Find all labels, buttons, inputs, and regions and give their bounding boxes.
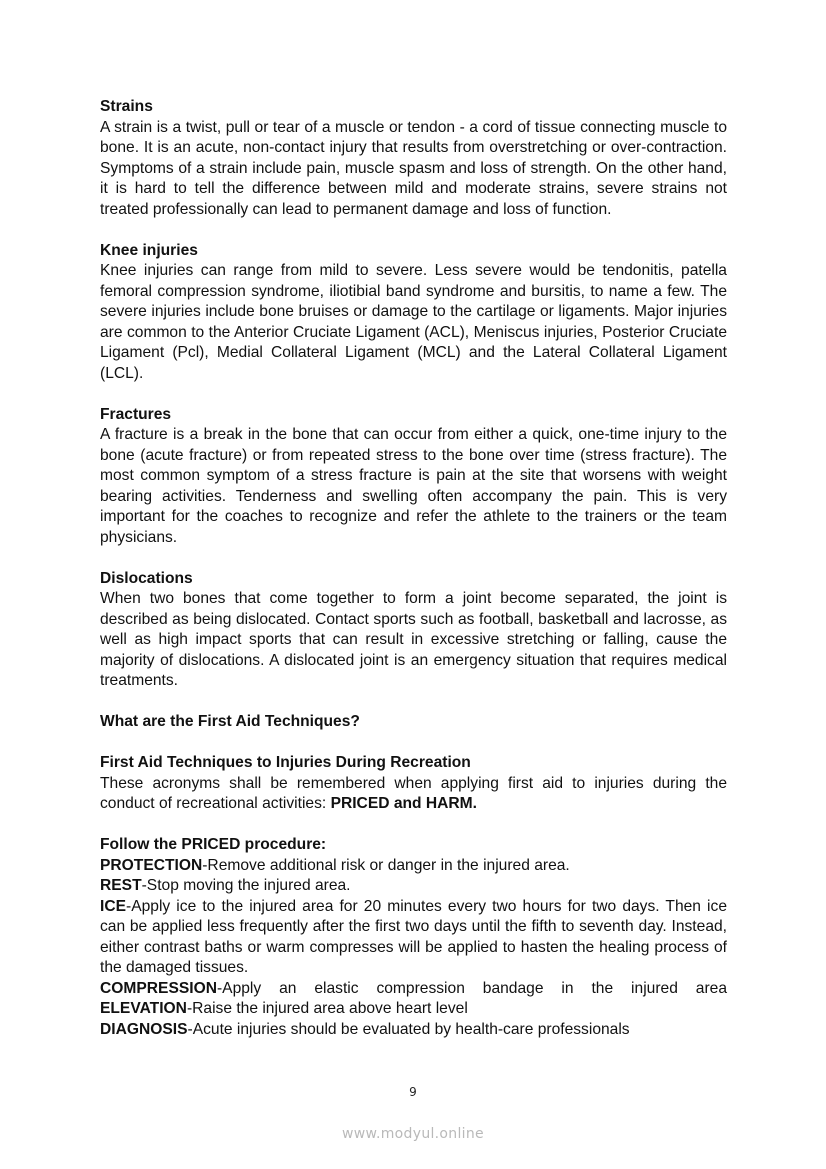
priced-term: COMPRESSION (100, 979, 217, 997)
priced-desc: -Apply ice to the injured area for 20 minutes every two hours for two days. Then ice can be applied less frequently after the first two days until the fifth to seventh day. Instead, either contrast baths or warm compresses will be applied to hasten the healing process of the damaged tissues. (100, 897, 727, 976)
priced-term: ICE (100, 897, 126, 915)
priced-item-compression (100, 979, 727, 1000)
spacer (100, 815, 727, 836)
priced-term: ELEVATION (100, 1000, 187, 1017)
first-aid-acronyms: PRICED and HARM. (330, 795, 477, 812)
section-heading-fractures: Fractures (100, 405, 172, 423)
priced-desc: -Remove additional risk or danger in the injured area. (202, 856, 570, 874)
page-number: 9 (409, 1085, 417, 1099)
section-heading-knee-injuries: Knee injuries (100, 241, 198, 259)
priced-term: REST (100, 877, 142, 894)
priced-term: DIAGNOSIS (100, 1020, 188, 1038)
priced-item-rest (100, 876, 727, 897)
section-body-fractures: A fracture is a break in the bone that can occur from either a quick, one-time injury to the bone (acute fracture) or from repeated stress to the bone over time (stress fracture). The most common symptom of a stress fracture is pain at the site that worsens with weight bearing activities. Tenderness and swelling often accompany the pain. This is very important for the coaches to recognize and refer the athlete to the trainers or the team physicians. (100, 426, 727, 546)
priced-heading: Follow the PRICED procedure: (100, 836, 327, 853)
spacer (100, 548, 727, 569)
section-heading-strains: Strains (100, 98, 153, 115)
section-body-knee-injuries: Knee injuries can range from mild to severe. Less severe would be tendonitis, patella femoral compression syndrome, iliotibial band syndrome and bursitis, to name a few. The severe injuries include bone bruises or damage to the cartilage or ligaments. Major injuries are common to the Anterior Cruciate Ligament (ACL), Meniscus injuries, Posterior Cruciate Ligament (Pcl), Medial Collateral Ligament (MCL) and the Lateral Collateral Ligament (LCL). (100, 262, 727, 382)
section-body-strains: A strain is a twist, pull or tear of a muscle or tendon - a cord of tissue connecting muscle to bone. It is an acute, non-contact injury that results from overstretching or over-contraction. Symptoms of a strain include pain, muscle spasm and loss of strength. On the other hand, it is hard to tell the difference between mild and moderate strains, severe strains not treated professionally can lead to permanent damage and loss of function. (100, 118, 727, 218)
section-body-dislocations: When two bones that come together to form a joint become separated, the joint is described as being dislocated. Contact sports such as football, basketball and lacrosse, as well as high impact sports that can result in excessive stretching or falling, cause the majority of dislocations. A dislocated joint is an emergency situation that requires medical treatments. (100, 590, 727, 689)
spacer (100, 692, 727, 713)
document-page (100, 97, 727, 1040)
spacer (100, 220, 727, 241)
priced-item-diagnosis (100, 1020, 727, 1041)
priced-desc: -Acute injuries should be evaluated by health-care professionals (187, 1020, 630, 1038)
first-aid-intro (100, 774, 727, 815)
spacer (100, 384, 727, 405)
priced-item-elevation (100, 999, 727, 1020)
first-aid-question-heading: What are the First Aid Techniques? (100, 713, 360, 730)
priced-desc: -Apply an elastic compression bandage in the injured area (216, 979, 727, 997)
priced-item-ice (100, 897, 727, 979)
first-aid-subheading: First Aid Techniques to Injuries During Recreation (100, 754, 471, 771)
watermark-text: www.modyul.online (342, 1126, 484, 1142)
priced-desc: -Stop moving the injured area. (141, 877, 351, 894)
first-aid-intro-text: These acronyms shall be remembered when applying first aid to injuries during the conduct of recreational activities: (100, 774, 727, 812)
section-heading-dislocations: Dislocations (100, 569, 193, 587)
priced-term: PROTECTION (100, 856, 203, 874)
priced-item-protection (100, 856, 727, 877)
spacer (100, 733, 727, 754)
priced-desc: -Raise the injured area above heart level (186, 1000, 468, 1017)
